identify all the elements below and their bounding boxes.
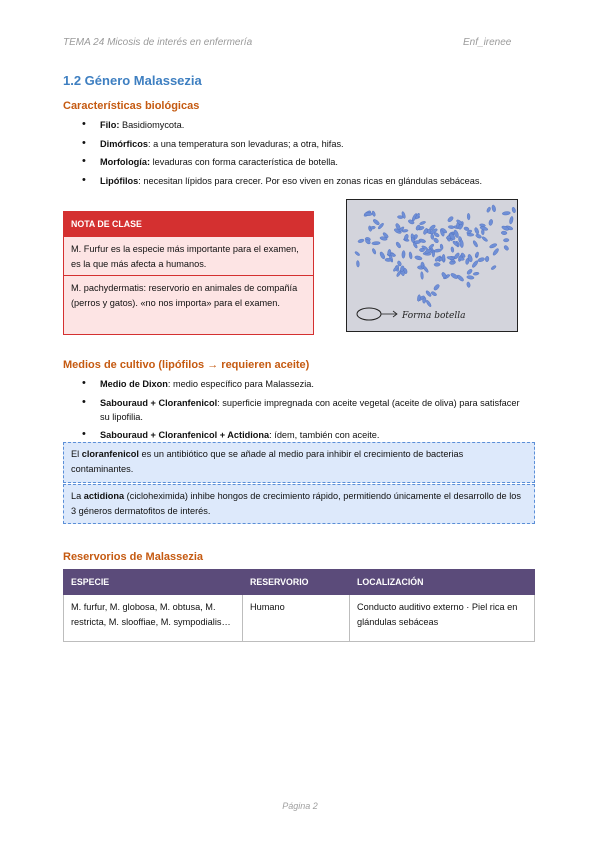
list-item: • Filo: Basidiomycota. bbox=[82, 118, 532, 132]
yeast-cell bbox=[356, 260, 359, 267]
yeast-cells-illustration bbox=[347, 200, 517, 331]
yeast-cell bbox=[501, 231, 507, 235]
table-row bbox=[64, 595, 535, 642]
yeast-cell bbox=[442, 254, 445, 261]
list-item: • Sabouraud + Cloranfenicol: superficie impregnada con aceite vegetal (aceite de oliva) para satisfacer su lipofilia. bbox=[82, 396, 522, 424]
medios-list bbox=[82, 377, 522, 447]
yeast-cell bbox=[397, 215, 403, 218]
yeast-cell bbox=[385, 258, 392, 262]
reservorios-heading: Reservorios de Malassezia bbox=[63, 551, 204, 563]
yeast-cell bbox=[402, 250, 406, 258]
list-item: • Dimórficos: a una temperatura son levaduras; a otra, hifas. bbox=[82, 137, 532, 151]
list-item: • Lipófilos: necesitan lípidos para crecer. Por eso viven en zonas ricas en glándulas sebáceas. bbox=[82, 174, 532, 188]
class-note-paragraph: M. pachydermatis: reservorio en animales de compañía (perros y gatos). «no nos importa» para el examen. bbox=[64, 275, 313, 314]
info-box-cloranfenicol: El cloranfenicol es un antibiótico que se añade al medio para inhibir el crecimiento de bacterias contaminantes. bbox=[63, 442, 535, 483]
class-note-title: NOTA DE CLASE bbox=[64, 212, 313, 237]
class-note bbox=[63, 211, 314, 335]
yeast-cell bbox=[467, 213, 470, 220]
column-header: ESPECIE bbox=[64, 570, 243, 595]
list-item: • Sabouraud + Cloranfenicol + Actidiona: ídem, también con aceite. bbox=[82, 428, 522, 442]
header-topic: TEMA 24 Micosis de interés en enfermería bbox=[63, 37, 253, 48]
list-item: • Medio de Dixon: medio específico para Malassezia. bbox=[82, 377, 522, 391]
micrograph-image bbox=[346, 199, 518, 332]
yeast-cell bbox=[364, 212, 372, 216]
column-header: RESERVORIO bbox=[243, 570, 350, 595]
cell-especie: M. furfur, M. globosa, M. obtusa, M. restricta, M. slooffiae, M. sympodialis… bbox=[64, 595, 243, 642]
reservorios-table bbox=[63, 569, 535, 642]
yeast-cell bbox=[503, 238, 509, 242]
list-item: • Morfología: levaduras con forma característica de botella. bbox=[82, 155, 532, 169]
yeast-cell bbox=[485, 256, 489, 262]
column-header: LOCALIZACIÓN bbox=[350, 570, 535, 595]
yeast-cell bbox=[467, 233, 474, 236]
yeast-cell bbox=[434, 263, 440, 267]
cell-localizacion: Conducto auditivo externo · Piel rica en glándulas sebáceas bbox=[350, 595, 535, 642]
info-box-actidiona: La actidiona (cicloheximida) inhibe hongos de crecimiento rápido, permitiendo únicamente el desarrollo de los 3 géneros dermatofitos de interés. bbox=[63, 484, 535, 524]
header-author: Enf_irenee bbox=[463, 37, 512, 48]
caracteristicas-list bbox=[82, 118, 532, 192]
table-header-row bbox=[64, 570, 535, 595]
caracteristicas-heading: Características biológicas bbox=[63, 100, 200, 112]
micrograph-annotation: Forma botella bbox=[402, 311, 466, 321]
class-note-paragraph: M. Furfur es la especie más importante para el examen, es la que más afecta a humanos. bbox=[71, 244, 299, 269]
medios-heading: Medios de cultivo (lipófilos → requieren aceite) bbox=[63, 359, 310, 371]
page-number: Página 2 bbox=[282, 801, 318, 811]
cell-reservorio: Humano bbox=[243, 595, 350, 642]
section-title: 1.2 Género Malassezia bbox=[63, 73, 202, 88]
